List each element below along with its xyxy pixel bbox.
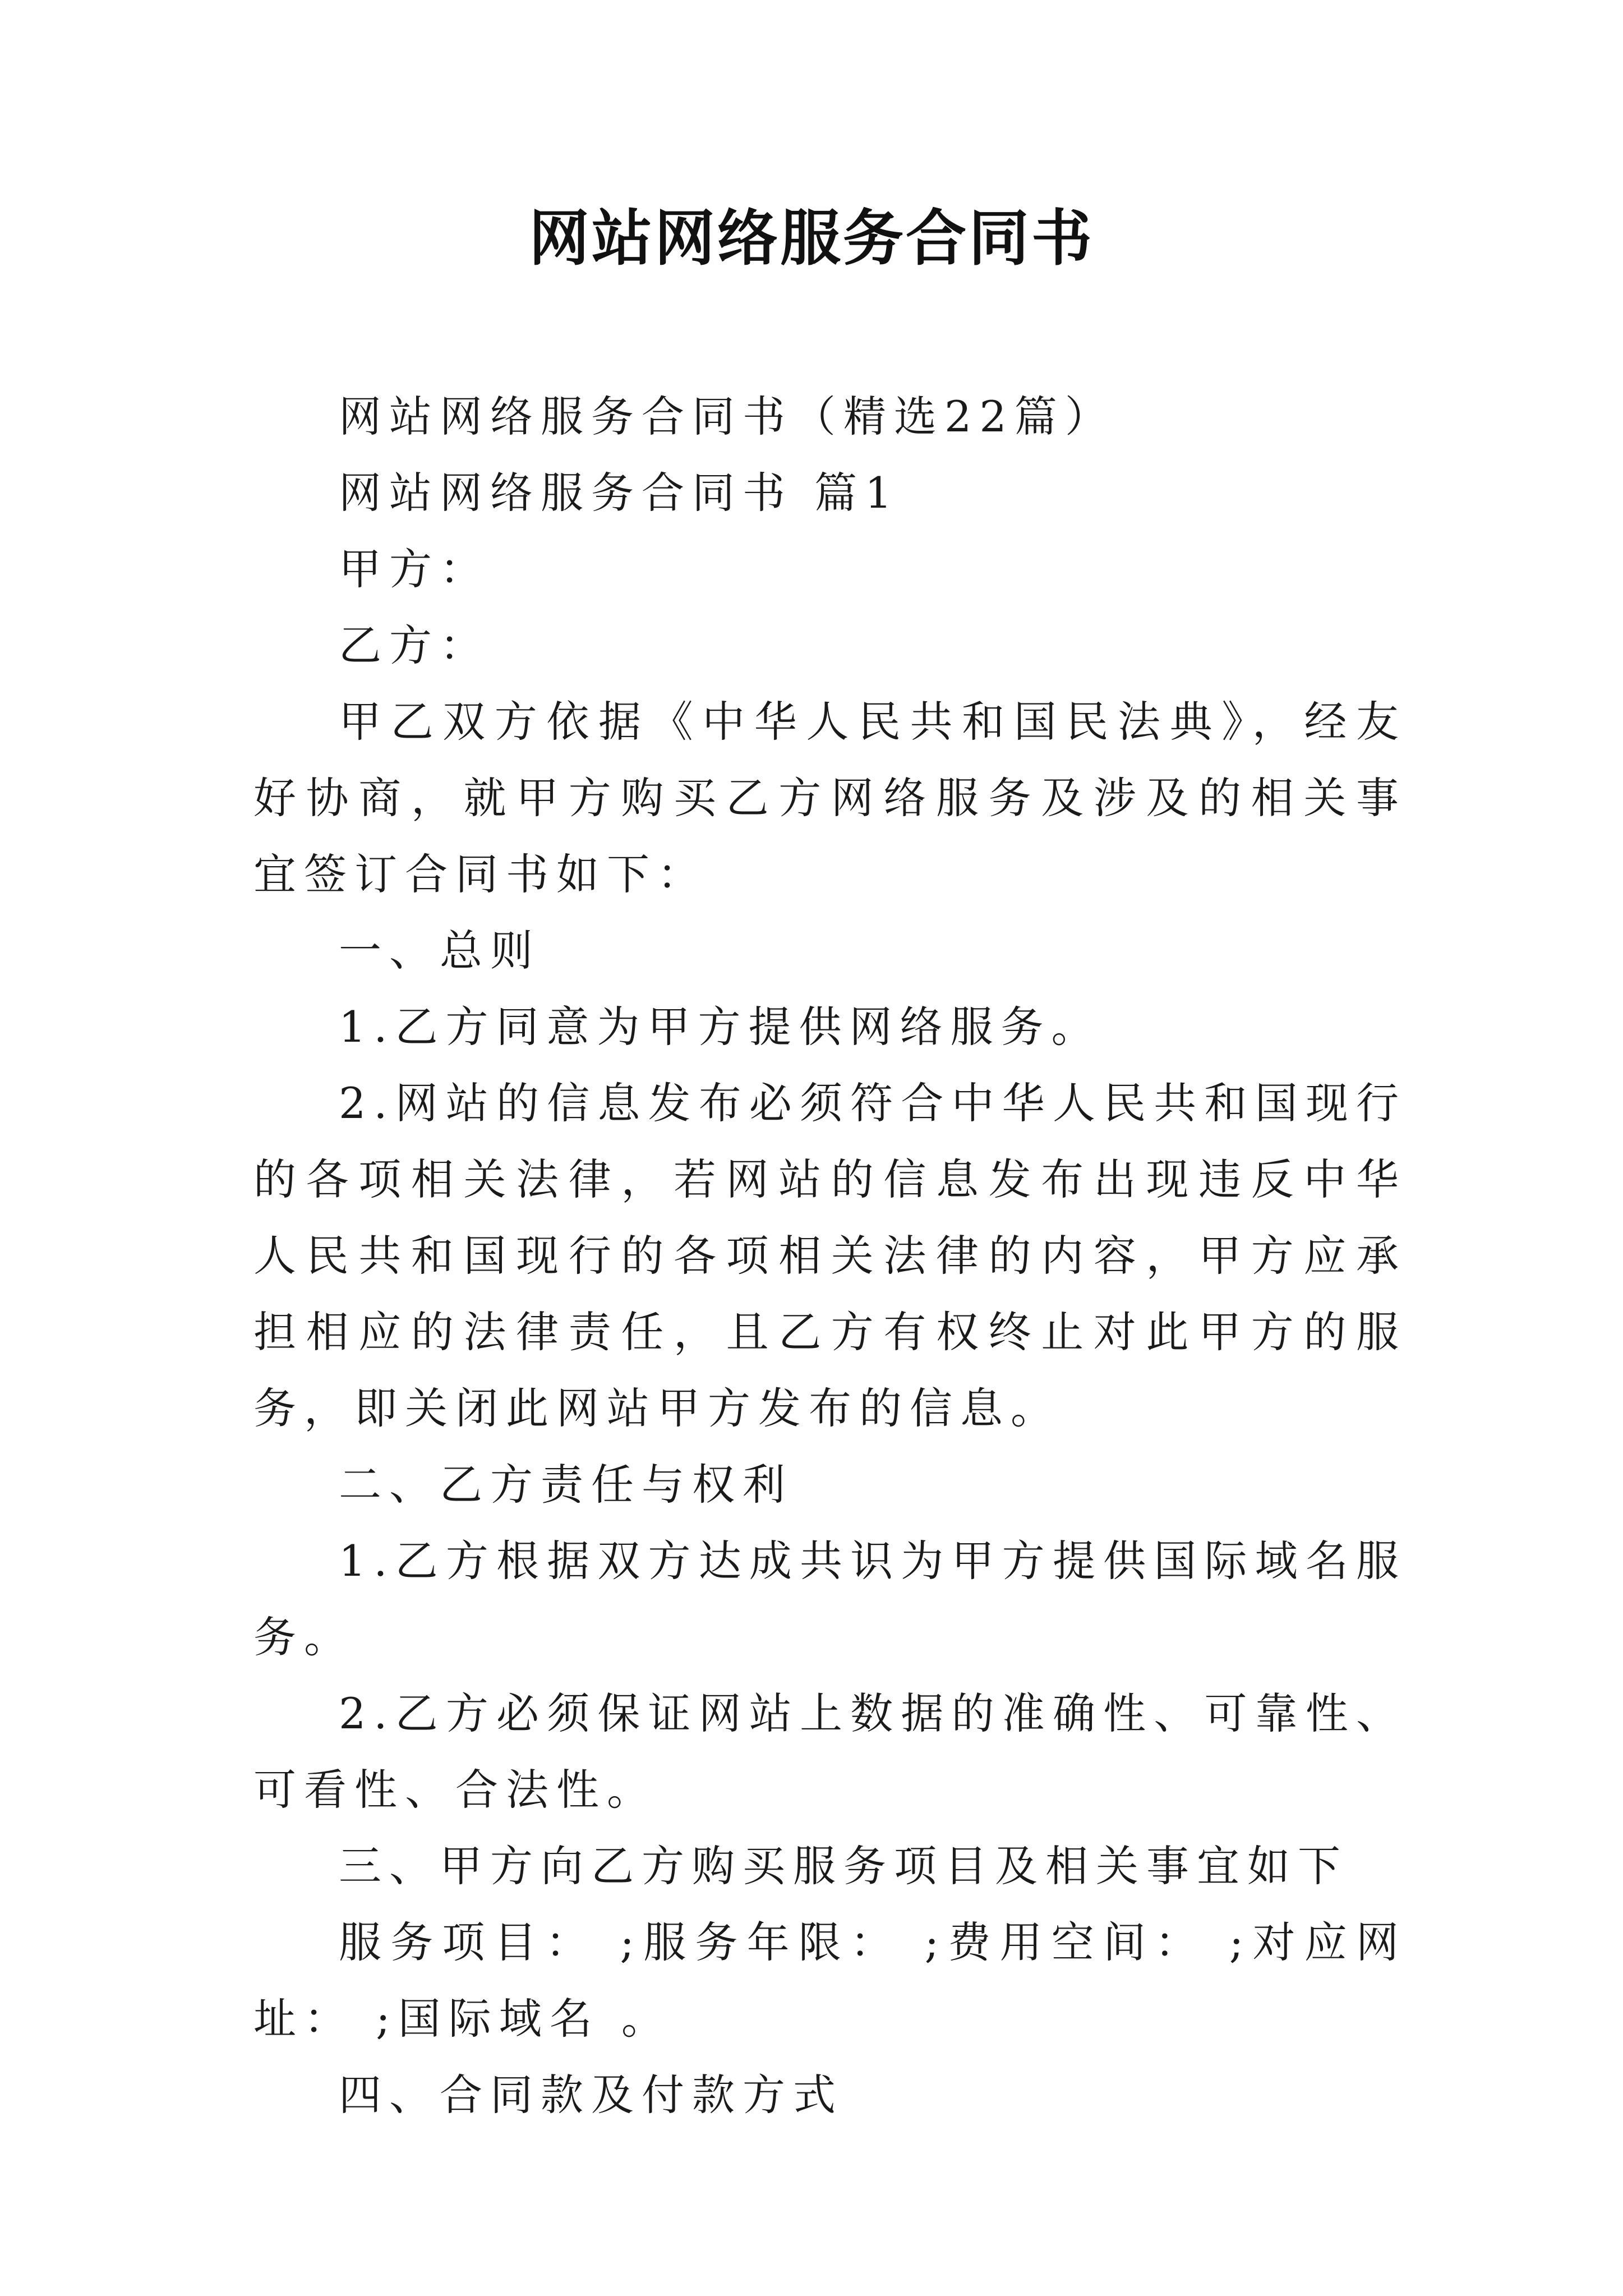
paragraph-clause: 1.乙方同意为甲方提供网络服务。: [339, 1002, 1102, 1052]
paragraph-preamble: 甲乙双方依据《中华人民共和国民法典》，经友好协商，就甲方购买乙方网络服务及涉及的相关事宜签订合同书如下：: [253, 697, 1407, 899]
document-body: [253, 379, 1407, 2133]
section-heading-party-b-duties: 二、乙方责任与权利: [339, 1460, 793, 1510]
paragraph-collection-title: 网站网络服务合同书（精选22篇）: [339, 392, 1115, 441]
section-heading-services: 三、甲方向乙方购买服务项目及相关事宜如下: [339, 1841, 1348, 1891]
document-title: 网站网络服务合同书: [528, 203, 1094, 274]
section-heading-general: 一、总则: [339, 926, 541, 976]
section-heading-payment: 四、合同款及付款方式: [339, 2070, 843, 2120]
paragraph-clause: 1.乙方根据双方达成共识为甲方提供国际域名服务。: [253, 1536, 1407, 1662]
paragraph-clause: 2.网站的信息发布必须符合中华人民共和国现行的各项相关法律，若网站的信息发布出现违反中华人民共和国现行的各项相关法律的内容，甲方应承担相应的法律责任，且乙方有权终止对此甲方的服务，即关闭此网站甲方发布的信息。: [253, 1078, 1407, 1433]
paragraph-article-heading: 网站网络服务合同书 篇1: [339, 468, 900, 518]
paragraph-party-b: 乙方：: [339, 620, 490, 670]
paragraph-clause: 2.乙方必须保证网站上数据的准确性、可靠性、可看性、合法性。: [253, 1688, 1407, 1815]
paragraph-service-items: 服务项目： ;服务年限： ;费用空间： ;对应网址： ;国际域名 。: [253, 1917, 1407, 2044]
paragraph-party-a: 甲方：: [339, 544, 490, 594]
